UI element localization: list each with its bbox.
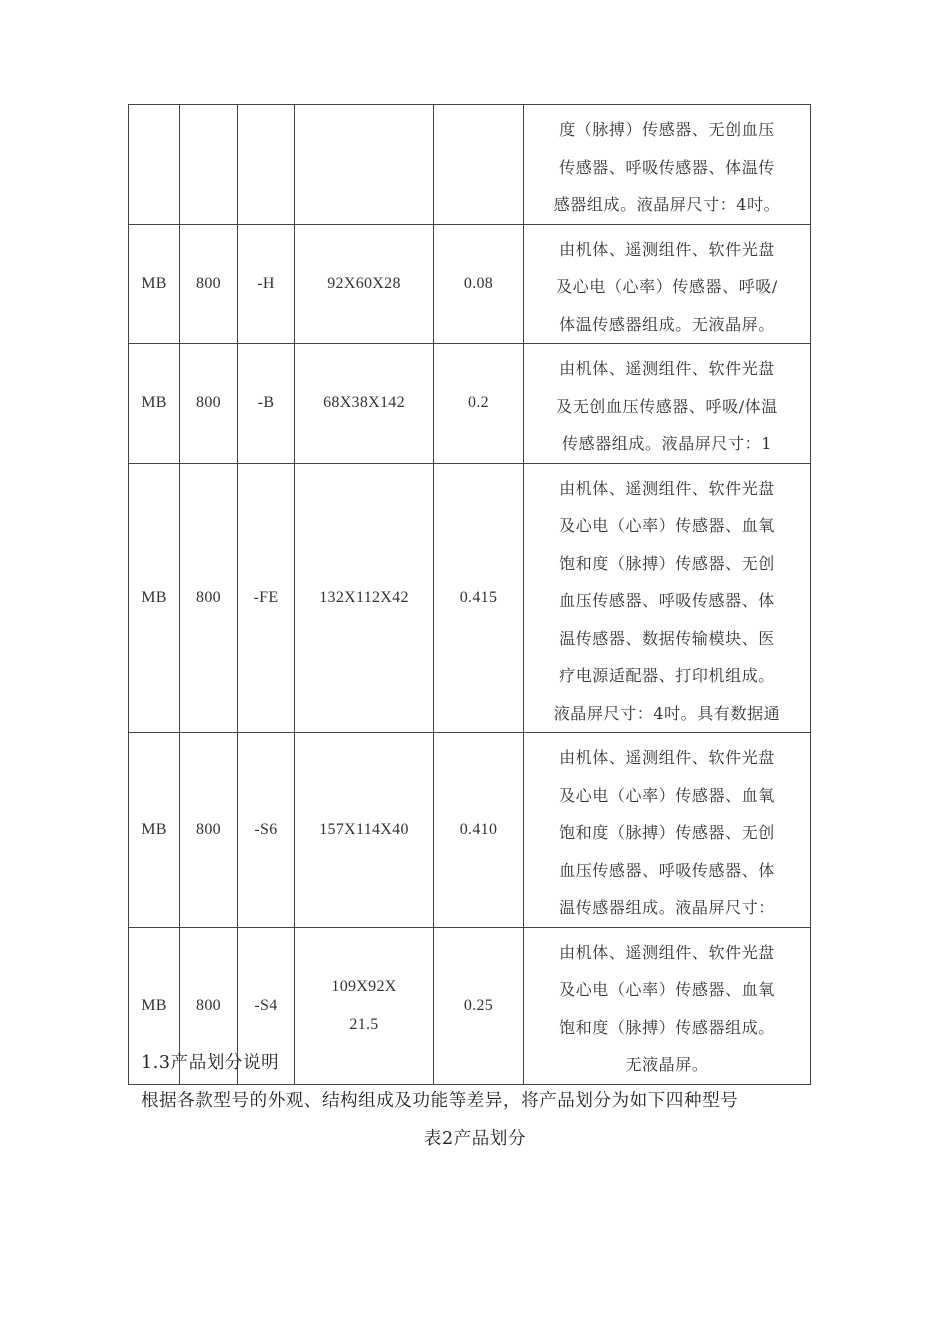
suffix-cell: -H <box>238 224 295 344</box>
description-line: 血压传感器、呼吸传感器、体 <box>559 591 775 610</box>
dimensions-cell <box>295 463 434 733</box>
description-line: 及心电（心率）传感器、血氧 <box>559 516 775 535</box>
model-cell: 800 <box>180 224 238 344</box>
spec-table-body <box>129 105 811 1085</box>
model-cell: 800 <box>180 463 238 733</box>
description-line: 传感器、呼吸传感器、体温传 <box>559 157 775 177</box>
description-line: 由机体、遥测组件、软件光盘 <box>559 942 775 962</box>
dimensions-cell <box>295 105 434 225</box>
description-line: 由机体、遥测组件、软件光盘 <box>559 239 775 259</box>
dimensions-cell <box>295 224 434 344</box>
dimensions-line: 109X92X <box>331 977 397 995</box>
dimensions-line: 68X38X142 <box>323 394 405 412</box>
suffix-cell: -S4 <box>238 927 295 1084</box>
description-cell <box>524 105 811 225</box>
description-line: 饱和度（脉搏）传感器组成。 <box>559 1017 775 1037</box>
description-cell <box>524 344 811 464</box>
weight-cell <box>434 105 524 225</box>
table-row <box>129 344 811 464</box>
description-line: 温传感器组成。液晶屏尺寸： <box>559 898 775 917</box>
dimensions-cell <box>295 344 434 464</box>
description-line: 度（脉搏）传感器、无创血压 <box>559 120 775 139</box>
table-row <box>129 463 811 733</box>
description-line: 传感器组成。液晶屏尺寸：1 <box>562 434 772 453</box>
dimensions-cell <box>295 733 434 928</box>
description-line: 及心电（心率）传感器、呼吸/ <box>556 277 778 296</box>
description-line: 及心电（心率）传感器、血氧 <box>559 785 775 805</box>
table-row <box>129 733 811 928</box>
table-row <box>129 224 811 344</box>
section-heading: 1.3产品划分说明 <box>141 1053 280 1073</box>
weight-cell: 0.08 <box>434 224 524 344</box>
description-line: 温传感器、数据传输模块、医 <box>559 628 775 648</box>
suffix-cell: -FE <box>238 463 295 733</box>
description-line: 由机体、遥测组件、软件光盘 <box>559 748 775 767</box>
product-spec-table <box>128 104 811 1085</box>
description-line: 疗电源适配器、打印机组成。 <box>559 666 775 685</box>
description-cell <box>524 733 811 928</box>
description-line: 饱和度（脉搏）传感器、无创 <box>559 823 775 842</box>
description-line: 饱和度（脉搏）传感器、无创 <box>559 553 775 573</box>
table-caption: 表2产品划分 <box>423 1129 527 1149</box>
weight-cell: 0.2 <box>434 344 524 464</box>
table-row <box>129 105 811 225</box>
description-cell <box>524 927 811 1084</box>
description-line: 感器组成。液晶屏尺寸：4吋。 <box>553 195 781 214</box>
description-line: 液晶屏尺寸：4吋。具有数据通 <box>553 703 781 723</box>
model-cell <box>180 105 238 225</box>
description-cell <box>524 463 811 733</box>
series-cell: MB <box>129 463 180 733</box>
model-cell: 800 <box>180 344 238 464</box>
dimensions-line: 132X112X42 <box>319 588 409 606</box>
weight-cell: 0.415 <box>434 463 524 733</box>
dimensions-line: 21.5 <box>349 1015 379 1033</box>
description-cell <box>524 224 811 344</box>
description-line: 及无创血压传感器、呼吸/体温 <box>556 396 778 416</box>
dimensions-line: 157X114X40 <box>319 820 409 838</box>
description-line: 体温传感器组成。无液晶屏。 <box>559 314 775 334</box>
series-cell: MB <box>129 344 180 464</box>
dimensions-cell <box>295 927 434 1084</box>
suffix-cell <box>238 105 295 225</box>
description-line: 及心电（心率）传感器、血氧 <box>559 980 775 999</box>
description-line: 由机体、遥测组件、软件光盘 <box>559 359 775 378</box>
description-line: 由机体、遥测组件、软件光盘 <box>559 478 775 498</box>
section-body: 根据各款型号的外观、结构组成及功能等差异，将产品划分为如下四种型号 <box>141 1091 739 1111</box>
description-line: 血压传感器、呼吸传感器、体 <box>559 860 775 880</box>
series-cell: MB <box>129 733 180 928</box>
dimensions-line: 92X60X28 <box>327 274 401 292</box>
model-cell: 800 <box>180 927 238 1084</box>
model-cell: 800 <box>180 733 238 928</box>
weight-cell: 0.410 <box>434 733 524 928</box>
suffix-cell: -S6 <box>238 733 295 928</box>
series-cell <box>129 105 180 225</box>
series-cell: MB <box>129 224 180 344</box>
description-line: 无液晶屏。 <box>625 1055 709 1074</box>
series-cell: MB <box>129 927 180 1084</box>
weight-cell: 0.25 <box>434 927 524 1084</box>
suffix-cell: -B <box>238 344 295 464</box>
